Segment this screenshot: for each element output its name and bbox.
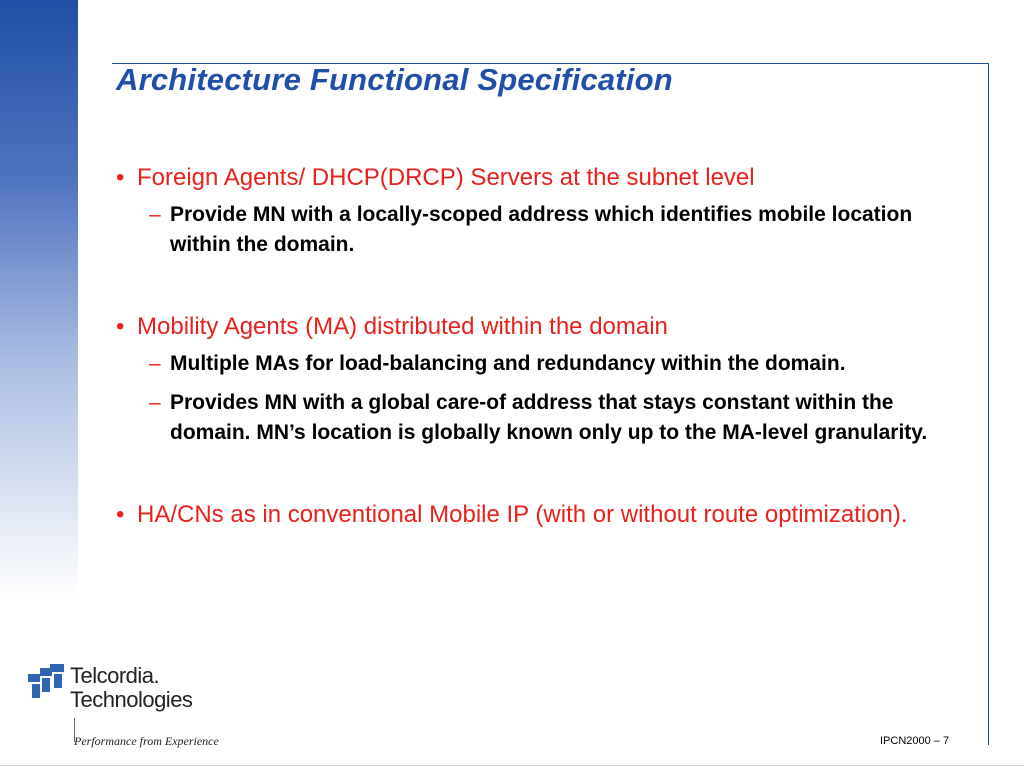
- sub-bullet-marker: –: [149, 391, 161, 414]
- logo-tagline: Performance from Experience: [74, 734, 219, 748]
- sub-bullet-item: [149, 349, 936, 379]
- sub-bullet-text: Provide MN with a locally-scoped address which identifies mobile location within the domain.: [170, 203, 913, 256]
- telcordia-logo-icon: [28, 664, 66, 700]
- sub-bullet-text: Multiple MAs for load-balancing and redundancy within the domain.: [170, 352, 846, 375]
- right-rule: [988, 63, 989, 745]
- slide-title: Architecture Functional Specification: [116, 62, 673, 97]
- logo-line-1: Telcordia.: [70, 663, 160, 688]
- sub-bullet-item: [149, 388, 936, 448]
- bullet-item: [116, 162, 936, 193]
- bullet-text: Mobility Agents (MA) distributed within the domain: [137, 313, 668, 340]
- bullet-item: [116, 499, 936, 530]
- slide-content: [116, 162, 936, 530]
- bullet-marker: •: [116, 501, 125, 528]
- bullet-text: Foreign Agents/ DHCP(DRCP) Servers at the subnet level: [137, 164, 755, 191]
- logo-line-2: Technologies: [70, 687, 193, 712]
- sub-bullet-item: [149, 200, 936, 260]
- sub-bullet-marker: –: [149, 203, 161, 226]
- bullet-item: [116, 311, 936, 342]
- sub-bullet-text: Provides MN with a global care-of address that stays constant within the domain. MN’s location is globally known only up to the MA-level granularity.: [170, 391, 928, 444]
- bottom-rule: [0, 765, 1024, 766]
- company-logo: [28, 664, 228, 754]
- bullet-text: HA/CNs as in conventional Mobile IP (with or without route optimization).: [137, 501, 908, 528]
- sub-bullet-marker: –: [149, 352, 161, 375]
- left-gradient-bar: [0, 0, 78, 600]
- slide-footer-label: IPCN2000 – 7: [880, 735, 950, 747]
- bullet-marker: •: [116, 313, 125, 340]
- bullet-marker: •: [116, 164, 125, 191]
- logo-wordmark: [70, 664, 192, 712]
